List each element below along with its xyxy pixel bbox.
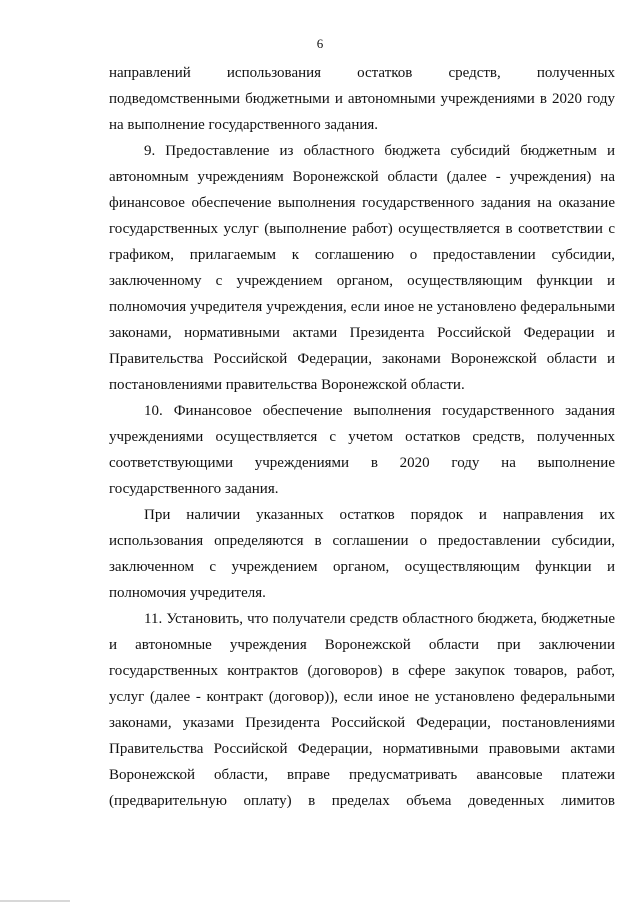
- paragraph-item-11: 11. Установить, что получатели средств областного бюджета, бюджетные и автономные учреждения Воронежской области при заключении государственных контрактов (договоров) в сфере закупок товаров, работ, услуг (далее - контракт (договор)), если иное не установлено федеральными законами, указами Президента Российской Федерации, постановлениями Правительства Российской Федерации, нормативными правовыми актами Воронежской области, вправе предусматривать авансовые платежи (предварительную оплату) в пределах объема доведенных лимитов: [109, 611, 615, 809]
- paragraph-continuation: направлений использования остатков средств, полученных подведомственными бюджетными и автономными учреждениями в 2020 году на выполнение государственного задания.: [109, 65, 615, 133]
- paragraph-item-9: 9. Предоставление из областного бюджета субсидий бюджетным и автономным учреждениям Воронежской области (далее - учреждения) на финансовое обеспечение выполнения государственного задания на оказание государственных услуг (выполнение работ) осуществляется в соответствии с графиком, прилагаемым к соглашению о предоставлении субсидии, заключенному с учреждением органом, осуществляющим функции и полномочия учредителя учреждения, если иное не установлено федеральными законами, нормативными актами Президента Российской Федерации и Правительства Российской Федерации, законами Воронежской области и постановлениями правительства Воронежской области.: [109, 143, 615, 393]
- paragraph-remaining-funds: При наличии указанных остатков порядок и направления их использования определяются в соглашении о предоставлении субсидии, заключенном с учреждением органом, осуществляющим функции и полномочия учредителя.: [109, 507, 615, 601]
- document-body: [109, 60, 615, 814]
- paragraph-item-10: 10. Финансовое обеспечение выполнения государственного задания учреждениями осуществляется с учетом остатков средств, полученных соответствующими учреждениями в 2020 году на выполнение государственного задания.: [109, 403, 615, 497]
- page-number: 6: [316, 36, 324, 51]
